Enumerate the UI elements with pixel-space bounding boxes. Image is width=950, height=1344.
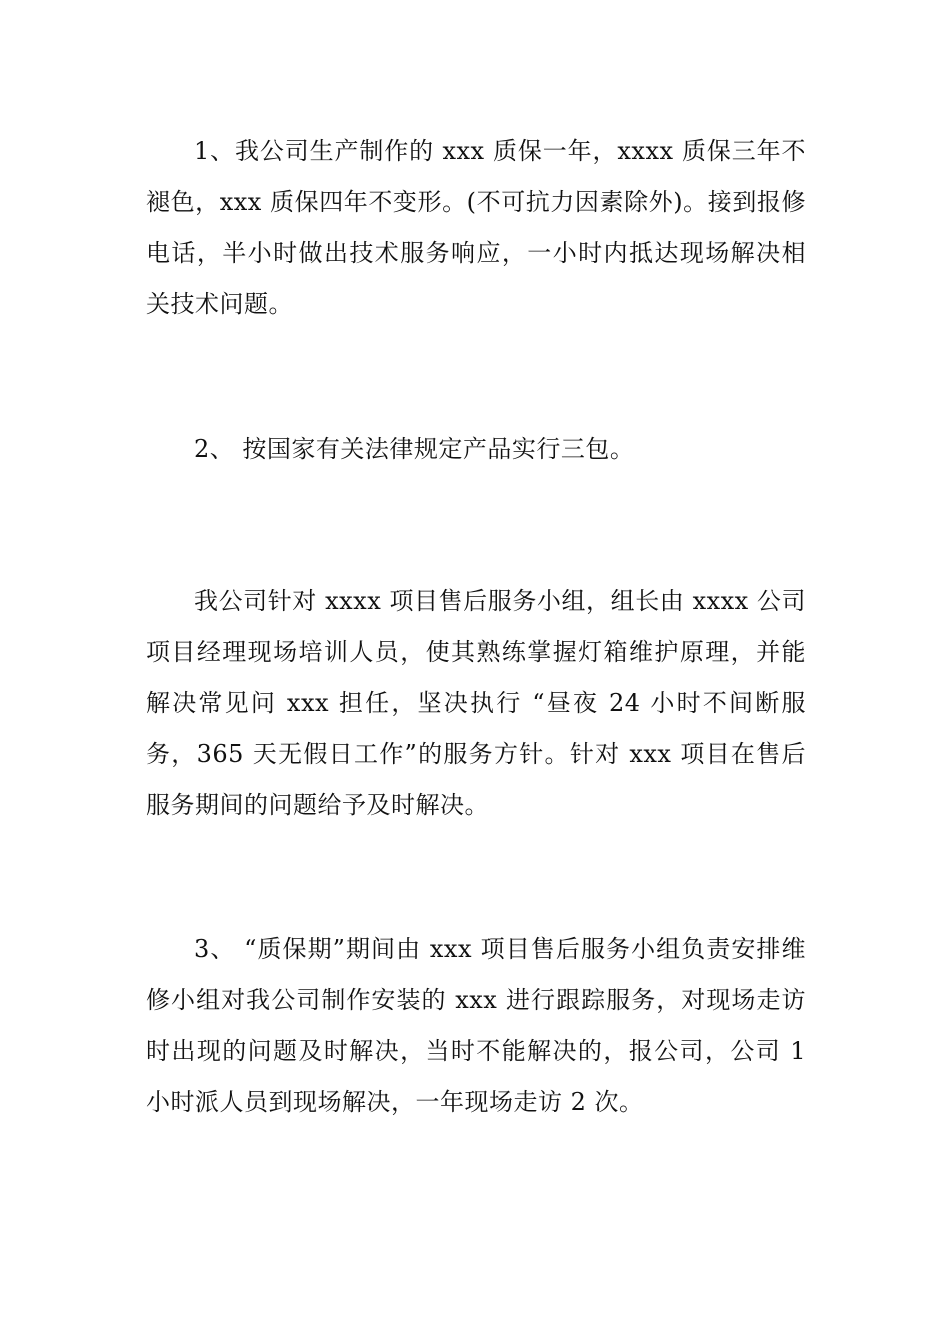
- paragraph-warranty-period-service: 3、 “质保期”期间由 xxx 项目售后服务小组负责安排维修小组对我公司制作安装的 xxx 进行跟踪服务，对现场走访时出现的问题及时解决，当时不能解决的，报公司，公司 1 小时派人员到现场解决，一年现场走访 2 次。: [146, 935, 806, 1116]
- paragraph-after-sales-team: 我公司针对 xxxx 项目售后服务小组，组长由 xxxx 公司项目经理现场培训人员，使其熟练掌握灯箱维护原理，并能解决常见问 xxx 担任，坚决执行 “昼夜 24 小时不间断服务，365 天无假日工作”的服务方针。针对 xxx 项目在售后服务期间的问题给予及时解决。: [146, 587, 806, 819]
- paragraph-warranty-terms: 1、我公司生产制作的 xxx 质保一年，xxxx 质保三年不褪色，xxx 质保四年不变形。(不可抗力因素除外)。接到报修电话，半小时做出技术服务响应，一小时内抵达现场解决相关技术问题。: [146, 137, 806, 318]
- paragraph-three-guarantees: 2、 按国家有关法律规定产品实行三包。: [194, 435, 635, 463]
